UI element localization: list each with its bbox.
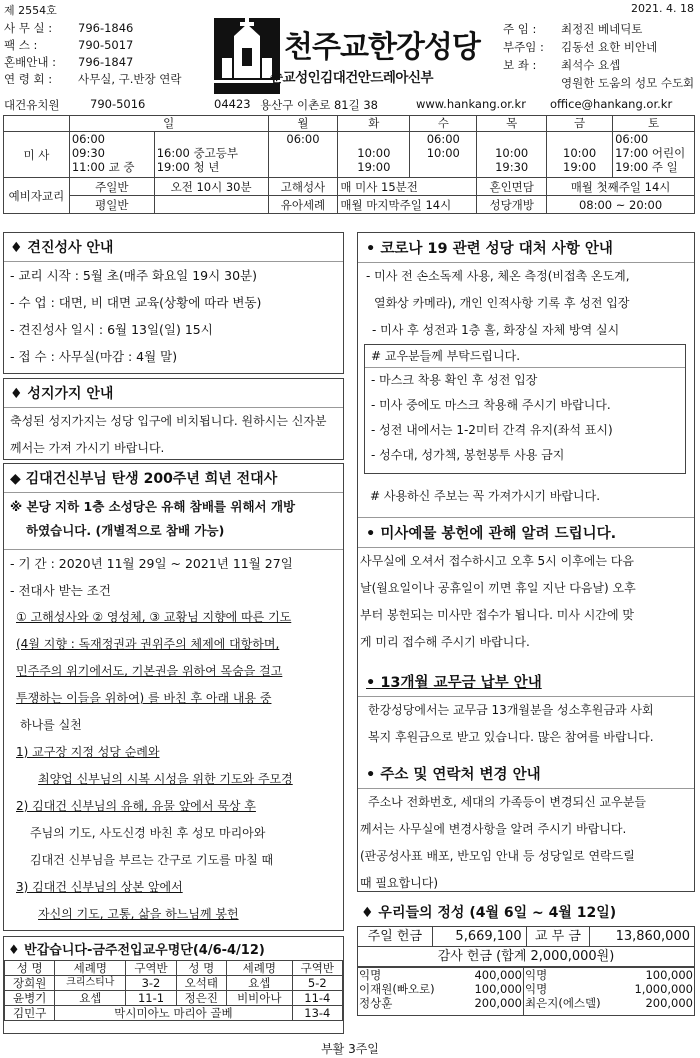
sacrament-row-1: 예비자교리 주일반 오전 10시 30분 고해성사 매 미사 15분전 혼인면담 매월 첫째주일 14시 bbox=[4, 178, 695, 196]
jubilee-title: ◆ 김대건신부님 탄생 200주년 희년 전대사 bbox=[10, 471, 278, 487]
day-sun: 일 bbox=[69, 116, 268, 132]
footer-liturgical-week: 부활 3주일 bbox=[321, 1042, 379, 1056]
day-wed: 수 bbox=[410, 116, 477, 132]
sun-mass-b: 16:00 중고등부 19:00 청 년 bbox=[154, 132, 268, 178]
newcomer-table bbox=[4, 960, 343, 1021]
right-column: • 코로나 19 관련 성당 대처 사항 안내 - 미사 전 손소독제 사용, 체온 측정(비접촉 온도계, 열화상 카메라), 개인 인적사항 기록 후 성전 입장 - 미사 후 성전과 1층 홀, 화장실 자체 방역 실시 # 교우분들께 부탁드립니다. - 마스크 착용 확인 후 성전 입장 - 미사 중에도 마스크 착용해 주시기 바랍니다. - 성전 내에서는 1-2미터 간격 유지(좌석 표시) - 성수대, 성가책, 봉헌봉투 사용 금지 # 사용하신 주보는 꼭 가져가시기 바랍니다. • 미사예물 봉헌에 관해 알려 드립니다. 사무실에 오셔서 접수하시고 오후 5시 이후에는 다음 날(월요일이나 공휴일이 끼면 휴일 지난 다음날) 오후 부터 봉헌되는 미사만 접수가 됩니다. 미사 시간에 맞 게 미리 접수해 주시기 바랍니다. • 13개월 교무금 납부 안내 한강성당에서는 교무금 13개월분을 성소후원금과 사회 복지 후원금으로 받고 있습니다. 많은 참여를 바랍니다. • 주소 및 연락처 변경 안내 주소나 전화번호, 세대의 가족등이 변경되신 교우분들 께서는 사무실에 변경사항을 알려 주시기 바랍니다. (판공성사표 배포, 반모임 안내 등 성당일로 연락드릴 때 필요합니다) bbox=[357, 232, 695, 892]
contact-office: 사 무 실 : 796-1846 bbox=[4, 21, 134, 35]
palm-title: ♦ 성지가지 안내 bbox=[10, 386, 114, 402]
dues-section: • 13개월 교무금 납부 안내 한강성당에서는 교무금 13개월분을 성소후원금과 사회 복지 후원금으로 받고 있습니다. 많은 참여를 바랍니다. bbox=[358, 667, 694, 751]
website-link[interactable]: www.hankang.or.kr bbox=[416, 97, 526, 111]
day-mon: 월 bbox=[268, 116, 338, 132]
confirmation-title: ♦ 견진성사 안내 bbox=[10, 240, 114, 256]
sun-mass-a: 06:00 09:30 11:00 교 중 bbox=[69, 132, 154, 178]
donation-table bbox=[357, 926, 695, 967]
parish-name: 천주교한강성당 bbox=[284, 30, 480, 65]
donations-title: ♦ 우리들의 정성 (4월 6일 ~ 4월 12일) bbox=[361, 905, 617, 921]
covid-title: • 코로나 19 관련 성당 대처 사항 안내 bbox=[366, 241, 613, 257]
contact-fax: 팩 스 : 790-5017 bbox=[4, 38, 134, 52]
fri-mass: 10:00 19:00 bbox=[547, 132, 613, 178]
mass-label: 미 사 bbox=[4, 132, 70, 178]
offering-title: • 미사예물 봉헌에 관해 알려 드립니다. bbox=[366, 526, 617, 542]
address-row bbox=[4, 97, 694, 113]
kindergarten-label: 대건유치원 bbox=[4, 98, 60, 112]
sacrament-row-2: 평일반 유아세례 매월 마지막주일 14시 성당개방 08:00 ~ 20:00 bbox=[4, 196, 695, 214]
parish-logo bbox=[212, 18, 502, 98]
day-fri: 금 bbox=[547, 116, 613, 132]
donation-totals-row: 주일 헌금 5,669,100 교 무 금 13,860,000 bbox=[358, 927, 695, 947]
top-row bbox=[4, 2, 694, 16]
kindergarten-phone: 790-5016 bbox=[90, 97, 146, 111]
newcomer-header: 성 명 세례명 구역반 성 명 세례명 구역반 bbox=[5, 961, 343, 976]
day-thu: 목 bbox=[477, 116, 547, 132]
table-row: 윤병기 요셉 11-1 정은진 비비아나 11-4 bbox=[5, 991, 343, 1006]
donations-section bbox=[357, 898, 695, 1016]
mon-mass: 06:00 bbox=[268, 132, 338, 178]
address-change-title: • 주소 및 연락처 변경 안내 bbox=[366, 767, 541, 783]
contact-funeral: 연 령 회 : 사무실, 구.반장 연락 bbox=[4, 72, 182, 86]
contact-wedding: 혼배안내 : 796-1847 bbox=[4, 55, 134, 69]
tue-mass: 10:00 19:00 bbox=[338, 132, 410, 178]
email-link[interactable]: office@hankang.or.kr bbox=[550, 97, 673, 111]
clergy-pastor: 주 임 : 최정진 베네딕토 bbox=[503, 22, 643, 36]
thu-mass: 10:00 19:30 bbox=[477, 132, 547, 178]
day-tue: 화 bbox=[338, 116, 410, 132]
issue-number: 제 2554호 bbox=[4, 4, 57, 17]
clergy-deputy: 보 좌 : 최석수 요셉 bbox=[503, 58, 621, 72]
covid-request-box: # 교우분들께 부탁드립니다. - 마스크 착용 확인 후 성전 입장 - 미사 중에도 마스크 착용해 주시기 바랍니다. - 성전 내에서는 1-2미터 간격 유지(좌석 표시) - 성수대, 성가책, 봉헌봉투 사용 금지 bbox=[364, 344, 686, 474]
schedule-header-row bbox=[4, 116, 695, 132]
address-change-section: • 주소 및 연락처 변경 안내 주소나 전화번호, 세대의 가족등이 변경되신 교우분들 께서는 사무실에 변경사항을 알려 주시기 바랍니다. (판공성사표 배포, 반모임 안내 등 성당일로 연락드릴 때 필요합니다) bbox=[358, 759, 694, 897]
sat-mass: 06:00 17:00 어린이 19:00 주 일 bbox=[613, 132, 695, 178]
day-sat: 토 bbox=[613, 116, 695, 132]
mass-row bbox=[4, 132, 695, 178]
clergy-assistant: 부주임 : 김동선 요한 비안네 bbox=[503, 40, 658, 54]
welcome-section bbox=[3, 936, 344, 1034]
wed-mass: 06:00 10:00 bbox=[410, 132, 477, 178]
thanks-donors-table: 익명 이재원(빠오로) 정상훈 400,000 100,000 200,000 익명 익명 최은지(에스델) 100,000 1,000,000 200,000 bbox=[357, 967, 695, 1016]
catechism-label: 예비자교리 bbox=[4, 178, 70, 214]
parish-patron: 순교성인김대건안드레아신부 bbox=[270, 70, 434, 86]
mass-schedule-table bbox=[3, 115, 695, 214]
table-row: 김민구 막시미아노 마리아 골베 13-4 bbox=[5, 1006, 343, 1021]
dues-title: • 13개월 교무금 납부 안내 bbox=[366, 675, 542, 691]
palm-section bbox=[3, 378, 344, 460]
street-address: 용산구 이촌로 81길 38 bbox=[260, 98, 378, 112]
clergy-order: 영원한 도움의 성모 수도회 bbox=[561, 76, 695, 90]
contact-list bbox=[4, 20, 214, 88]
postal-code: 04423 bbox=[214, 97, 251, 111]
table-row: 장희원 크리스티나 3-2 오석태 요셉 5-2 bbox=[5, 976, 343, 991]
confirmation-section: ♦ 견진성사 안내 - 교리 시작 : 5월 초(매주 화요일 19시 30분) - 수 업 : 대면, 비 대면 교육(상황에 따라 변동) - 견진성사 일시 : 6월 13일(일) 15시 - 접 수 : 사무실(마감 : 4월 말) bbox=[3, 232, 344, 374]
welcome-title: ♦ 반갑습니다-금주전입교우명단(4/6-4/12) bbox=[8, 943, 265, 958]
thanks-row: 감사 헌금 (합계 2,000,000원) bbox=[358, 947, 695, 967]
clergy-list bbox=[503, 20, 698, 92]
issue-date: 2021. 4. 18 bbox=[631, 2, 694, 15]
jubilee-section: ◆ 김대건신부님 탄생 200주년 희년 전대사 ※ 본당 지하 1층 소성당은 유해 참배를 위해서 개방 하였습니다. (개별적으로 참배 가능) - 기 간 : 2020년 11월 29일 ~ 2021년 11월 27일 - 전대사 받는 조건 ① 고해성사와 ② 영성체, ③ 교황님 지향에 따른 기도 (4월 지향 : 독재정권과 권위주의 체제에 대항하며, 민주주의 위기에서도, 기본권을 위하여 목숨을 걸고 투쟁하는 이들을 위하여) 를 바친 후 아래 내용 중 하나를 실천 1) 교구장 지정 성당 순례와 최양업 신부님의 시복 시성을 위한 기도와 주모경 2) 김대건 신부님의 유해, 유물 앞에서 묵상 후 주님의 기도, 사도신경 바친 후 성모 마리아와 김대건 신부님을 부르는 간구로 기도를 마칠 때 3) 김대건 신부님의 상본 앞에서 자신의 기도, 고통, 삶을 하느님께 봉헌 bbox=[3, 463, 344, 931]
offering-section: • 미사예물 봉헌에 관해 알려 드립니다. 사무실에 오셔서 접수하시고 오후 5시 이후에는 다음 날(월요일이나 공휴일이 끼면 휴일 지난 다음날) 오후 부터 봉헌되는 미사만 접수가 됩니다. 미사 시간에 맞 게 미리 접수해 주시기 바랍니다. bbox=[358, 517, 694, 656]
palm-text: 축성된 성지가지는 성당 입구에 비치됩니다. 원하시는 신자분께서는 가져 가시기 바랍니다. bbox=[10, 414, 327, 455]
